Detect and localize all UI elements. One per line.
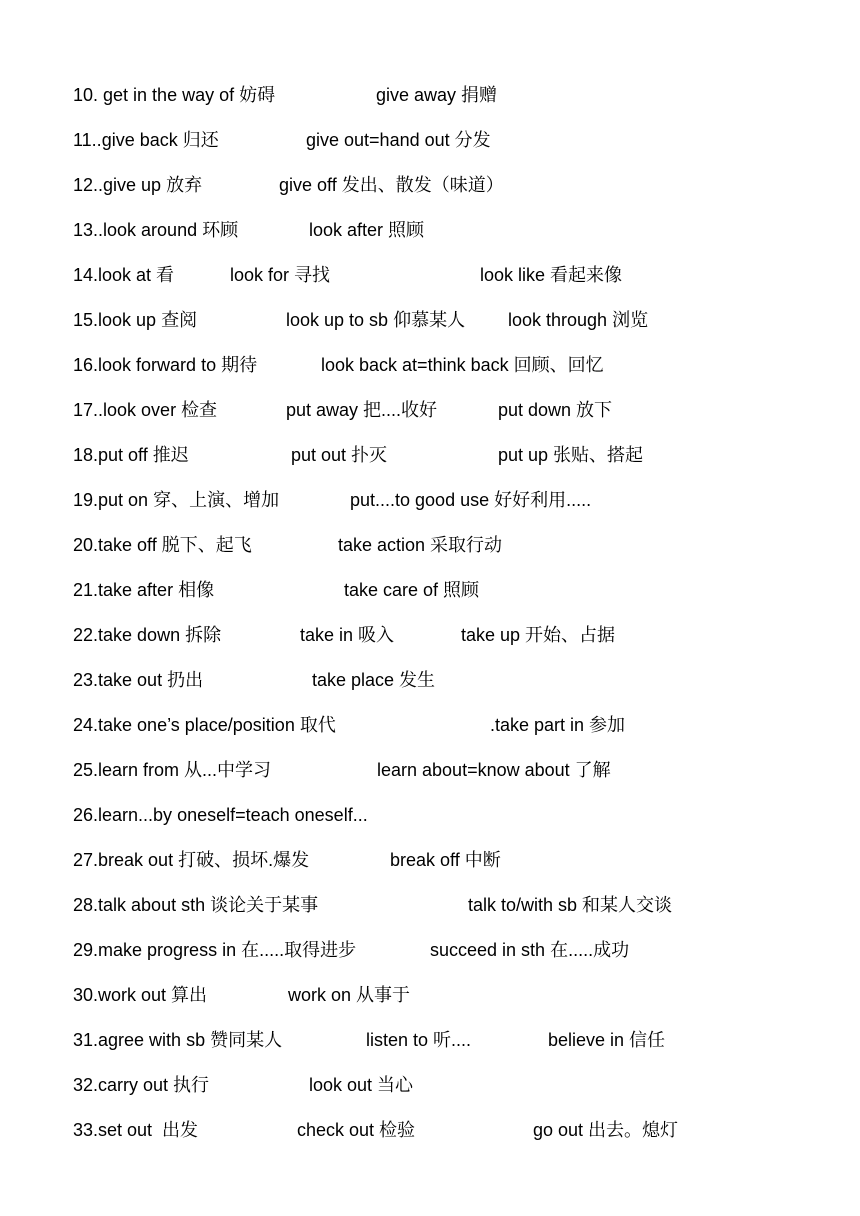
phrase-entry: 15.look up 查阅	[73, 310, 198, 330]
phrase-entry: 12..give up 放弃	[73, 175, 203, 195]
phrase-entry: 18.put off 推迟	[73, 445, 189, 465]
phrase-line-23	[0, 665, 860, 695]
phrase-entry: 24.take one’s place/position 取代	[73, 715, 336, 735]
phrase-entry: look through 浏览	[508, 310, 649, 330]
phrase-entry: 30.work out 算出	[73, 985, 208, 1005]
phrase-line-32	[0, 1070, 860, 1100]
phrase-entry: work on 从事于	[288, 985, 411, 1005]
phrase-entry: 19.put on 穿、上演、增加	[73, 490, 280, 510]
phrase-entry: 32.carry out 执行	[73, 1075, 210, 1095]
phrase-entry: take care of 照顾	[344, 580, 480, 600]
phrase-entry: look for 寻找	[230, 265, 331, 285]
phrase-entry: give away 捐赠	[376, 85, 498, 105]
phrase-entry: 16.look forward to 期待	[73, 355, 258, 375]
phrase-entry: 10. get in the way of 妨碍	[73, 85, 276, 105]
phrase-line-17	[0, 395, 860, 425]
phrase-entry: take up 开始、占据	[461, 625, 616, 645]
phrase-entry: 13..look around 环顾	[73, 220, 239, 240]
phrase-line-18	[0, 440, 860, 470]
phrase-entry: look like 看起来像	[480, 265, 623, 285]
phrase-line-15	[0, 305, 860, 335]
phrase-entry: 33.set out 出发	[73, 1120, 199, 1140]
phrase-line-29	[0, 935, 860, 965]
phrase-entry: look up to sb 仰慕某人	[286, 310, 466, 330]
phrase-line-10	[0, 80, 860, 110]
phrase-line-12	[0, 170, 860, 200]
phrase-entry: 23.take out 扔出	[73, 670, 204, 690]
phrase-entry: put down 放下	[498, 400, 613, 420]
phrase-entry: learn about=know about 了解	[377, 760, 611, 780]
phrase-line-33	[0, 1115, 860, 1145]
phrase-entry: 28.talk about sth 谈论关于某事	[73, 895, 319, 915]
phrase-entry: put out 扑灭	[291, 445, 388, 465]
phrase-line-27	[0, 845, 860, 875]
phrase-line-31	[0, 1025, 860, 1055]
phrase-line-21	[0, 575, 860, 605]
phrase-line-19	[0, 485, 860, 515]
phrase-entry: 26.learn...by oneself=teach oneself...	[73, 805, 368, 825]
phrase-line-13	[0, 215, 860, 245]
phrase-entry: put....to good use 好好利用.....	[350, 490, 592, 510]
phrase-entry: take action 采取行动	[338, 535, 503, 555]
phrase-entry: check out 检验	[297, 1120, 416, 1140]
phrase-entry: 25.learn from 从...中学习	[73, 760, 272, 780]
phrase-entry: 27.break out 打破、损坏.爆发	[73, 850, 310, 870]
phrase-entry: put up 张贴、搭起	[498, 445, 644, 465]
phrase-line-22	[0, 620, 860, 650]
phrase-line-30	[0, 980, 860, 1010]
phrase-entry: go out 出去。熄灯	[533, 1120, 679, 1140]
phrase-entry: 11..give back 归还	[73, 130, 219, 150]
phrase-line-14	[0, 260, 860, 290]
phrase-line-24	[0, 710, 860, 740]
phrase-entry: 31.agree with sb 赞同某人	[73, 1030, 283, 1050]
phrase-entry: 21.take after 相像	[73, 580, 215, 600]
phrase-entry: believe in 信任	[548, 1030, 666, 1050]
phrase-entry: 17..look over 检查	[73, 400, 218, 420]
phrase-entry: listen to 听....	[366, 1030, 472, 1050]
phrase-entry: look back at=think back 回顾、回忆	[321, 355, 604, 375]
phrase-entry: put away 把....收好	[286, 400, 438, 420]
phrase-line-20	[0, 530, 860, 560]
phrase-entry: .take part in 参加	[490, 715, 626, 735]
phrase-entry: 29.make progress in 在.....取得进步	[73, 940, 357, 960]
phrase-entry: give out=hand out 分发	[306, 130, 491, 150]
phrase-line-28	[0, 890, 860, 920]
phrase-entry: 22.take down 拆除	[73, 625, 222, 645]
phrase-entry: look after 照顾	[309, 220, 425, 240]
phrase-line-26	[0, 800, 860, 830]
phrase-line-16	[0, 350, 860, 380]
phrase-entry: break off 中断	[390, 850, 501, 870]
phrase-entry: give off 发出、散发（味道）	[279, 175, 504, 195]
phrase-entry: take place 发生	[312, 670, 436, 690]
phrase-entry: 20.take off 脱下、起飞	[73, 535, 252, 555]
phrase-entry: look out 当心	[309, 1075, 414, 1095]
phrase-line-25	[0, 755, 860, 785]
phrase-entry: 14.look at 看	[73, 265, 175, 285]
phrase-line-11	[0, 125, 860, 155]
phrase-entry: talk to/with sb 和某人交谈	[468, 895, 673, 915]
phrase-entry: take in 吸入	[300, 625, 395, 645]
phrase-entry: succeed in sth 在.....成功	[430, 940, 630, 960]
